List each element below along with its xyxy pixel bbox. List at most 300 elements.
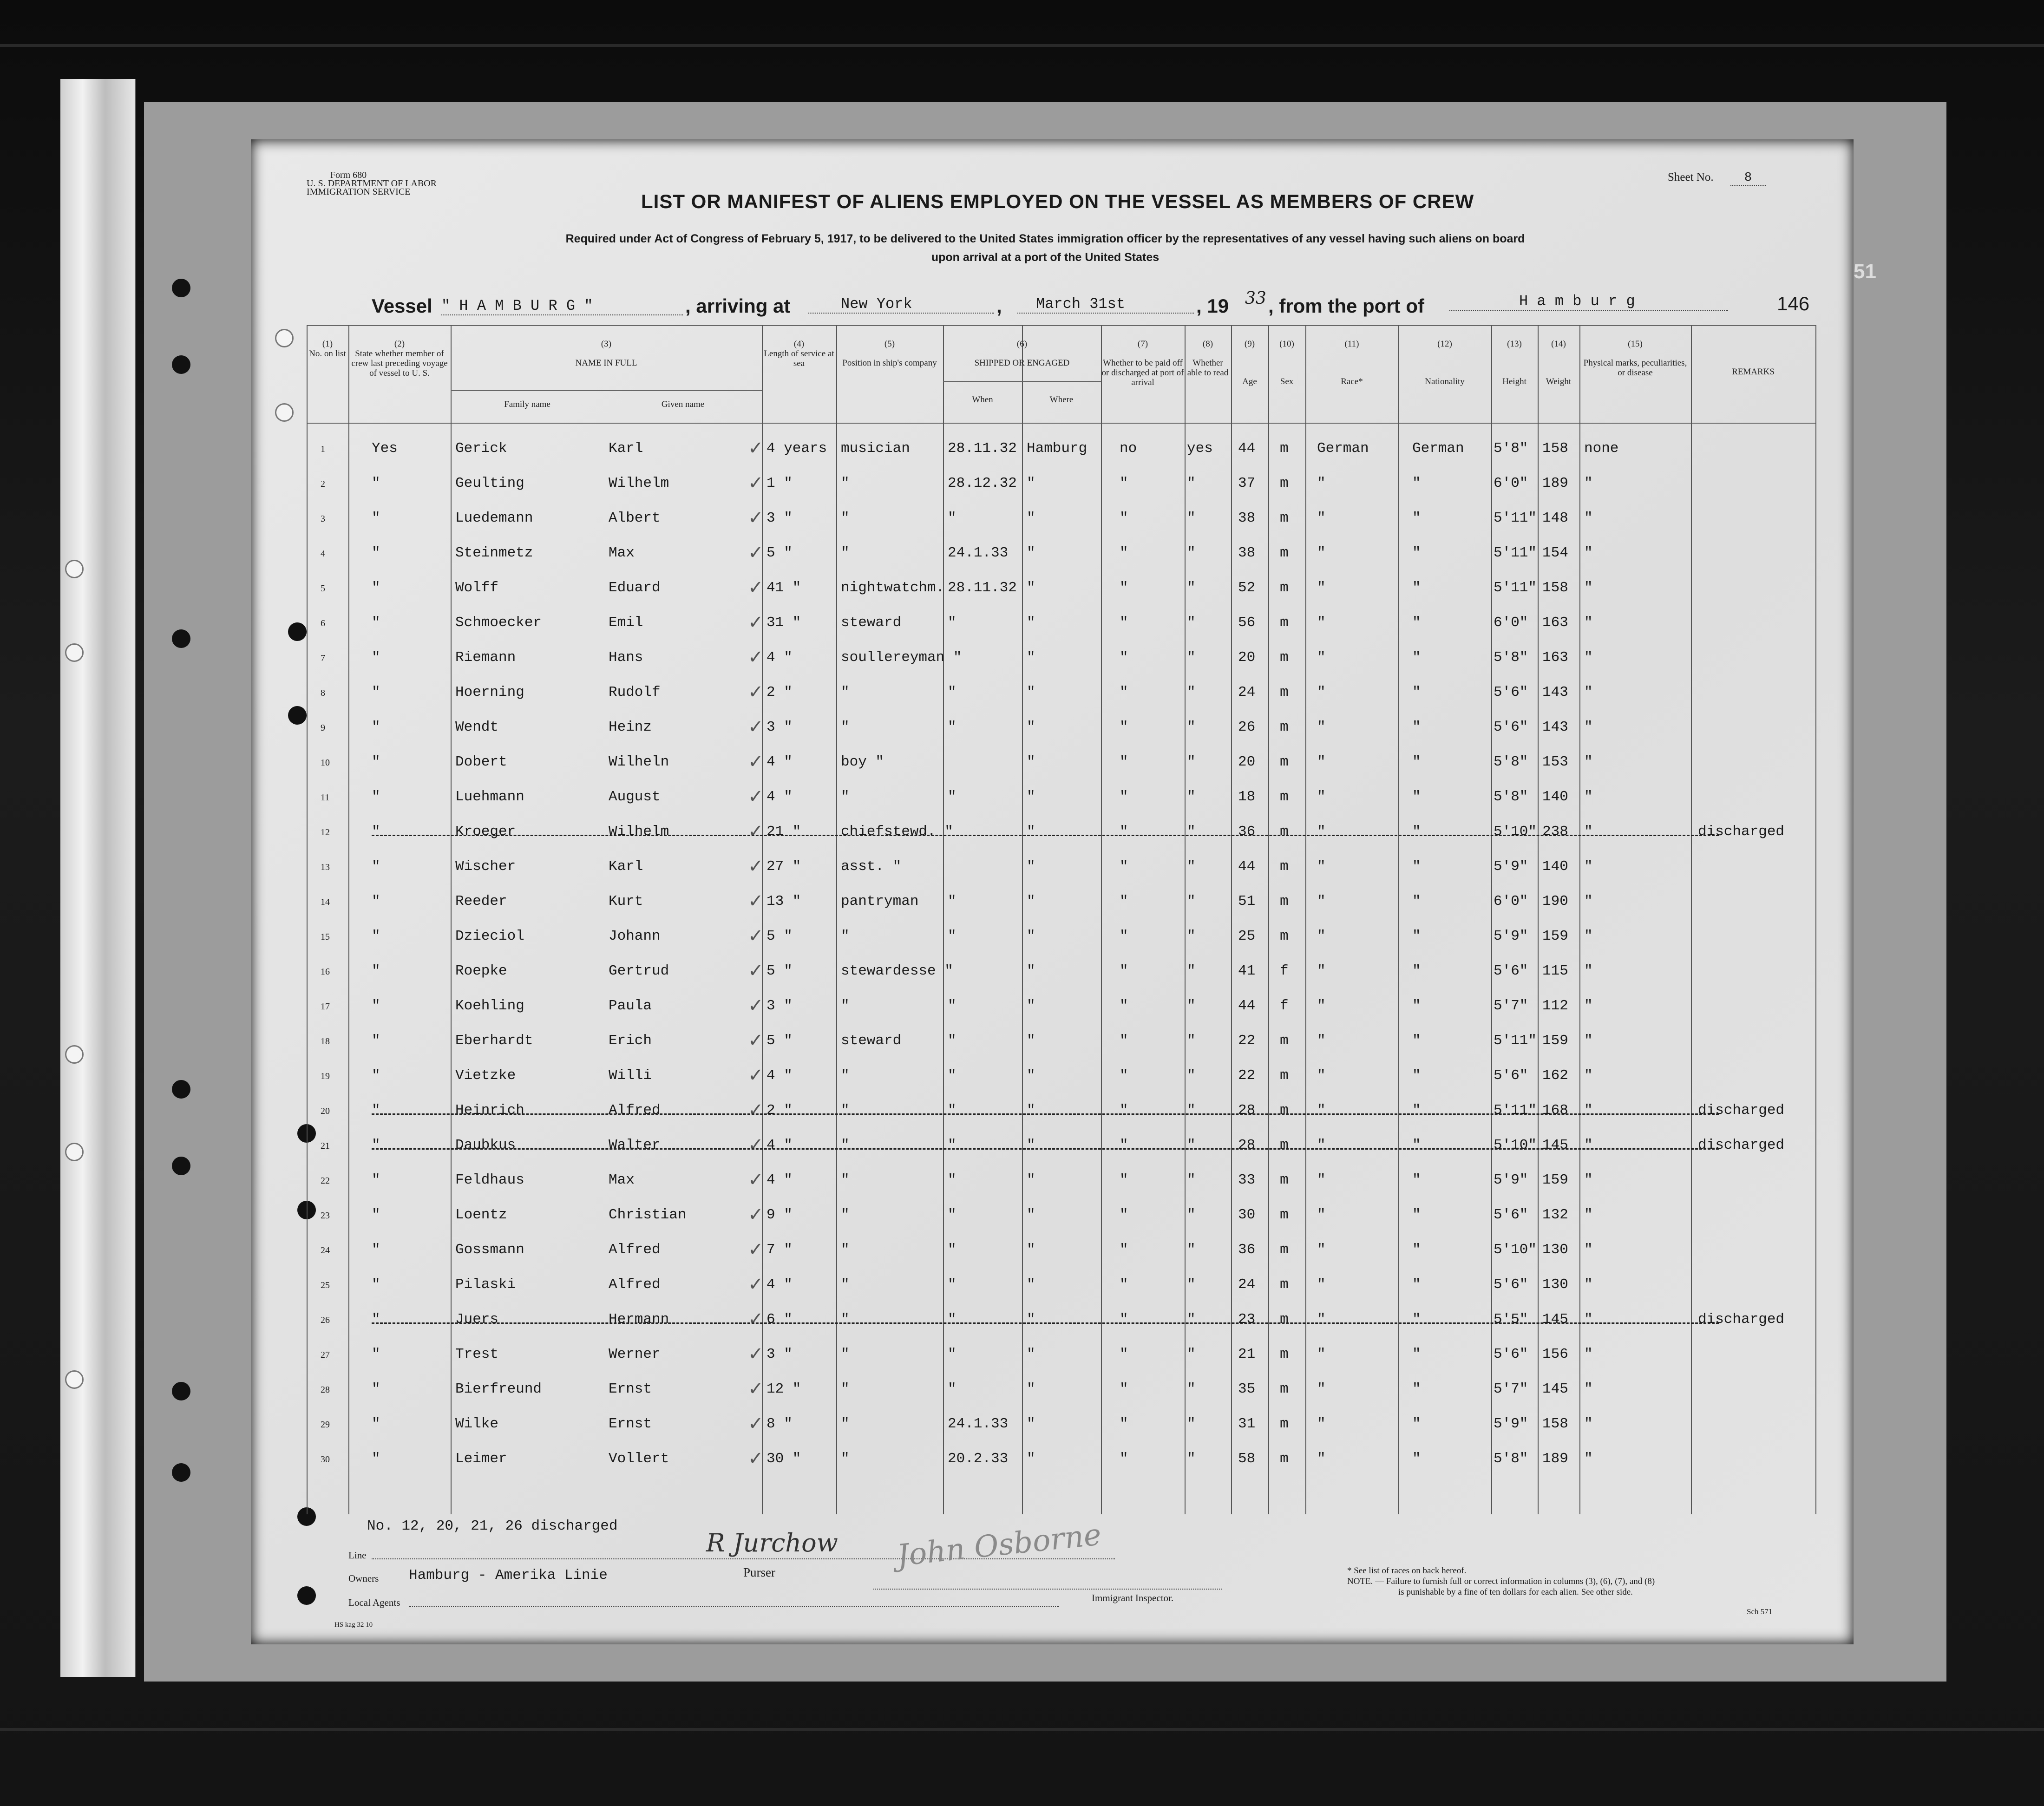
cell-service: 2 " (766, 1102, 793, 1119)
cell-when: " (948, 1242, 956, 1258)
cell-remarks: discharged (1698, 1137, 1785, 1153)
cell-nat: " (1412, 1067, 1421, 1084)
cell-marks: " (1584, 754, 1593, 770)
binder-ring (65, 1045, 84, 1064)
cell-no: 2 (321, 479, 325, 489)
cell-paid: " (1120, 545, 1128, 561)
cell-height: 5'6" (1494, 684, 1528, 700)
cell-service: 4 " (766, 789, 793, 805)
cell-position: " (841, 1311, 850, 1328)
binder-ring (65, 560, 84, 578)
cell-height: 5'8" (1494, 649, 1528, 666)
check-mark-icon: ✓ (748, 821, 764, 842)
cell-service: 8 " (766, 1416, 793, 1432)
cell-no: 17 (321, 1001, 330, 1012)
cell-service: 12 " (766, 1381, 801, 1397)
cell-when: " (948, 1033, 956, 1049)
table-row (307, 711, 1816, 746)
col-num: (12) (1437, 339, 1452, 349)
col-num: (9) (1244, 339, 1255, 349)
cell-given: August (609, 789, 661, 805)
cell-race: " (1317, 1416, 1326, 1432)
film-edge-bottom (0, 1728, 2044, 1731)
inspector-signature: John Osborne (895, 1518, 1103, 1573)
cell-race: " (1317, 615, 1326, 631)
cell-paid: " (1120, 1033, 1128, 1049)
cell-weight: 163 (1542, 649, 1568, 666)
cell-nat: " (1412, 719, 1421, 735)
cell-paid: " (1120, 510, 1128, 526)
cell-age: 33 (1238, 1172, 1256, 1188)
cell-paid: " (1120, 1416, 1128, 1432)
table-row (307, 432, 1816, 467)
strikethrough-line (372, 835, 1719, 836)
cell-age: 22 (1238, 1033, 1256, 1049)
cell-marks: none (1584, 440, 1619, 457)
cell-no: 25 (321, 1280, 330, 1290)
cell-nat: " (1412, 858, 1421, 875)
col-num: (14) (1551, 339, 1566, 349)
cell-height: 6'0" (1494, 475, 1528, 491)
cell-service: 31 " (766, 615, 801, 631)
cell-race: " (1317, 754, 1326, 770)
cell-sex: m (1280, 1276, 1289, 1293)
cell-position: " (841, 510, 850, 526)
cell-service: 3 " (766, 719, 793, 735)
check-mark-icon: ✓ (748, 1378, 764, 1400)
cell-read: " (1187, 1242, 1196, 1258)
cell-age: 28 (1238, 1137, 1256, 1153)
col-label: Position in ship's company (842, 358, 937, 368)
cell-read: " (1187, 858, 1196, 875)
cell-prev: " (372, 893, 380, 910)
table-row (307, 502, 1816, 537)
cell-height: 5'11" (1494, 510, 1537, 526)
cell-position: boy " (841, 754, 884, 770)
cell-position: " (841, 1137, 850, 1153)
cell-race: " (1317, 1067, 1326, 1084)
cell-sex: m (1280, 1381, 1289, 1397)
cell-sex: m (1280, 1033, 1289, 1049)
cell-age: 44 (1238, 440, 1256, 457)
cell-read: " (1187, 824, 1196, 840)
cell-service: 27 " (766, 858, 801, 875)
col-label: Race* (1341, 377, 1363, 386)
cell-when: 28.11.32 (948, 580, 1017, 596)
cell-marks: " (1584, 1346, 1593, 1362)
cell-family: Wischer (455, 858, 516, 875)
cell-given: Max (609, 1172, 635, 1188)
check-mark-icon: ✓ (748, 542, 764, 563)
table-row (307, 1094, 1816, 1129)
cell-sex: m (1280, 545, 1289, 561)
check-mark-icon: ✓ (748, 1134, 764, 1156)
line-label: Line (348, 1550, 367, 1561)
cell-nat: " (1412, 1346, 1421, 1362)
col-num: (10) (1279, 339, 1294, 349)
cell-where: " (1027, 649, 1035, 666)
cell-weight: 159 (1542, 928, 1568, 944)
cell-when: " (948, 615, 956, 631)
cell-race: " (1317, 789, 1326, 805)
shipped-subheader-rule (943, 381, 1101, 382)
cell-read: " (1187, 754, 1196, 770)
form-number: Form 680 (330, 170, 367, 180)
cell-when: 28.11.32 (948, 440, 1017, 457)
cell-prev: " (372, 1067, 380, 1084)
cell-when: 24.1.33 (948, 545, 1009, 561)
cell-marks: " (1584, 824, 1593, 840)
cell-no: 11 (321, 792, 330, 803)
cell-family: Luehmann (455, 789, 524, 805)
cell-family: Koehling (455, 998, 524, 1014)
print-code: HS kag 32 10 (334, 1621, 373, 1629)
cell-age: 30 (1238, 1207, 1256, 1223)
cell-marks: " (1584, 719, 1593, 735)
cell-weight: 168 (1542, 1102, 1568, 1119)
cell-paid: " (1120, 1381, 1128, 1397)
cell-read: " (1187, 928, 1196, 944)
owners-label: Owners (348, 1573, 379, 1584)
cell-nat: " (1412, 1416, 1421, 1432)
cell-race: German (1317, 440, 1369, 457)
check-mark-icon: ✓ (748, 1099, 764, 1121)
cell-service: 21 " (766, 824, 801, 840)
cell-when: " (948, 928, 956, 944)
cell-given: Eduard (609, 580, 661, 596)
cell-given: Wilheln (609, 754, 669, 770)
cell-given: Christian (609, 1207, 687, 1223)
cell-paid: " (1120, 1276, 1128, 1293)
races-note: * See list of races on back hereof. (1347, 1566, 1467, 1576)
cell-paid: " (1120, 1137, 1128, 1153)
cell-given: Alfred (609, 1242, 661, 1258)
cell-sex: m (1280, 824, 1289, 840)
cell-nat: " (1412, 1276, 1421, 1293)
sheet-hole (275, 403, 294, 422)
cell-paid: " (1120, 824, 1128, 840)
cell-service: 4 " (766, 754, 793, 770)
schedule-number: Sch 571 (1747, 1607, 1773, 1616)
cell-family: Heinrich (455, 1102, 524, 1119)
table-row (307, 885, 1816, 920)
from-port-label: , from the port of (1268, 295, 1424, 317)
cell-where: " (1027, 1242, 1035, 1258)
cell-service: 4 " (766, 1067, 793, 1084)
cell-service: 13 " (766, 893, 801, 910)
cell-when: " (948, 1207, 956, 1223)
cell-when: " (948, 1102, 956, 1119)
cell-remarks: discharged (1698, 1102, 1785, 1119)
cell-given: Rudolf (609, 684, 661, 700)
check-mark-icon: ✓ (748, 507, 764, 529)
cell-prev: " (372, 1102, 380, 1119)
cell-age: 21 (1238, 1346, 1256, 1362)
cell-where: " (1027, 1381, 1035, 1397)
cell-paid: " (1120, 1067, 1128, 1084)
col-label: Age (1242, 377, 1257, 386)
cell-weight: 145 (1542, 1381, 1568, 1397)
cell-weight: 189 (1542, 475, 1568, 491)
cell-where: " (1027, 963, 1035, 979)
cell-where: " (1027, 684, 1035, 700)
cell-read: " (1187, 1067, 1196, 1084)
cell-prev: " (372, 824, 380, 840)
year-suffix: 33 (1245, 289, 1266, 308)
cell-paid: " (1120, 649, 1128, 666)
cell-sex: f (1280, 998, 1289, 1014)
cell-where: " (1027, 928, 1035, 944)
col-label: Height (1502, 377, 1526, 386)
cell-where: " (1027, 1207, 1035, 1223)
col-header-given-name: Given name (661, 399, 705, 409)
cell-family: Trest (455, 1346, 499, 1362)
cell-prev: " (372, 475, 380, 491)
cell-no: 8 (321, 688, 325, 698)
cell-sex: m (1280, 615, 1289, 631)
cell-prev: " (372, 754, 380, 770)
cell-given: Alfred (609, 1276, 661, 1293)
cell-when: 28.12.32 (948, 475, 1017, 491)
cell-prev: " (372, 1033, 380, 1049)
cell-position: soullereyman " (841, 649, 962, 666)
cell-given: Gertrud (609, 963, 669, 979)
cell-height: 5'6" (1494, 963, 1528, 979)
cell-height: 5'5" (1494, 1311, 1528, 1328)
cell-read: " (1187, 684, 1196, 700)
strikethrough-line (372, 1322, 1719, 1324)
cell-paid: " (1120, 684, 1128, 700)
check-mark-icon: ✓ (748, 1030, 764, 1051)
cell-weight: 238 (1542, 824, 1568, 840)
cell-height: 5'9" (1494, 858, 1528, 875)
cell-no: 22 (321, 1176, 330, 1186)
cell-race: " (1317, 1207, 1326, 1223)
cell-weight: 153 (1542, 754, 1568, 770)
cell-when: 20.2.33 (948, 1451, 1009, 1467)
cell-marks: " (1584, 1381, 1593, 1397)
cell-family: Leimer (455, 1451, 507, 1467)
cell-given: Hermann (609, 1311, 669, 1328)
check-mark-icon: ✓ (748, 1169, 764, 1191)
check-mark-icon: ✓ (748, 1309, 764, 1330)
col-header-read (1185, 339, 1231, 378)
cell-paid: " (1120, 580, 1128, 596)
cell-where: " (1027, 1311, 1035, 1328)
cell-weight: 112 (1542, 998, 1568, 1014)
cell-marks: " (1584, 928, 1593, 944)
footnote-block (1347, 1565, 1655, 1597)
cell-where: " (1027, 789, 1035, 805)
col-num: (5) (884, 339, 895, 349)
col-num: (13) (1507, 339, 1522, 349)
margin-number: 51 (1854, 260, 1876, 283)
table-row (307, 1129, 1816, 1164)
cell-weight: 190 (1542, 893, 1568, 910)
cell-no: 27 (321, 1350, 330, 1360)
cell-height: 5'6" (1494, 1276, 1528, 1293)
year-prefix: , 19 (1196, 295, 1229, 317)
cell-no: 23 (321, 1211, 330, 1221)
cell-height: 6'0" (1494, 615, 1528, 631)
cell-position: " (841, 1451, 850, 1467)
cell-read: " (1187, 1276, 1196, 1293)
cell-no: 3 (321, 514, 325, 524)
check-mark-icon: ✓ (748, 1448, 764, 1469)
cell-age: 58 (1238, 1451, 1256, 1467)
cell-paid: " (1120, 789, 1128, 805)
cell-prev: " (372, 510, 380, 526)
cell-sex: m (1280, 1416, 1289, 1432)
cell-no: 30 (321, 1454, 330, 1465)
cell-nat: " (1412, 580, 1421, 596)
cell-sex: m (1280, 475, 1289, 491)
cell-remarks: discharged (1698, 1311, 1785, 1328)
cell-height: 5'6" (1494, 1207, 1528, 1223)
col-label: SHIPPED OR ENGAGED (974, 358, 1070, 368)
cell-age: 41 (1238, 963, 1256, 979)
cell-given: Willi (609, 1067, 652, 1084)
cell-paid: " (1120, 1311, 1128, 1328)
cell-race: " (1317, 510, 1326, 526)
cell-race: " (1317, 475, 1326, 491)
cell-service: 6 " (766, 1311, 793, 1328)
cell-read: " (1187, 475, 1196, 491)
cell-no: 18 (321, 1036, 330, 1047)
note-line-1: — Failure to furnish full or correct information in columns (3), (6), (7), and (8) (1375, 1577, 1655, 1586)
cell-weight: 156 (1542, 1346, 1568, 1362)
cell-sex: m (1280, 858, 1289, 875)
cell-sex: m (1280, 789, 1289, 805)
cell-where: " (1027, 1067, 1035, 1084)
cell-service: 4 " (766, 1137, 793, 1153)
cell-service: 5 " (766, 1033, 793, 1049)
check-mark-icon: ✓ (748, 856, 764, 877)
cell-position: " (841, 1346, 850, 1362)
table-row (307, 571, 1816, 606)
cell-race: " (1317, 963, 1326, 979)
cell-read: " (1187, 1137, 1196, 1153)
cell-position: " (841, 1172, 850, 1188)
cell-marks: " (1584, 1242, 1593, 1258)
check-mark-icon: ✓ (748, 612, 764, 633)
cell-position: " (841, 1067, 850, 1084)
cell-given: Vollert (609, 1451, 669, 1467)
cell-given: Erich (609, 1033, 652, 1049)
cell-family: Loentz (455, 1207, 507, 1223)
cell-no: 29 (321, 1420, 330, 1430)
col-label: No. on list (309, 349, 346, 359)
table-row (307, 676, 1816, 711)
cell-height: 5'10" (1494, 1137, 1537, 1153)
cell-sex: m (1280, 1311, 1289, 1328)
cell-family: Pilaski (455, 1276, 516, 1293)
cell-height: 5'9" (1494, 928, 1528, 944)
cell-family: Geulting (455, 475, 524, 491)
punch-hole (172, 1080, 190, 1099)
cell-no: 5 (321, 583, 325, 594)
cell-paid: " (1120, 893, 1128, 910)
cell-position: " (841, 719, 850, 735)
cell-given: Wilhelm (609, 824, 669, 840)
cell-weight: 158 (1542, 1416, 1568, 1432)
arrival-date: March 31st (1017, 295, 1194, 314)
cell-when: " (948, 684, 956, 700)
cell-when: 24.1.33 (948, 1416, 1009, 1432)
cell-nat: German (1412, 440, 1464, 457)
cell-nat: " (1412, 963, 1421, 979)
cell-prev: " (372, 1416, 380, 1432)
cell-when: " (948, 1172, 956, 1188)
cell-where: " (1027, 893, 1035, 910)
cell-service: 4 years (766, 440, 827, 457)
cell-age: 38 (1238, 510, 1256, 526)
cell-race: " (1317, 1451, 1326, 1467)
check-mark-icon: ✓ (748, 890, 764, 912)
cell-race: " (1317, 928, 1326, 944)
cell-prev: " (372, 1276, 380, 1293)
cell-age: 37 (1238, 475, 1256, 491)
col-header-no (307, 339, 348, 359)
cell-nat: " (1412, 824, 1421, 840)
cell-height: 5'6" (1494, 1067, 1528, 1084)
cell-given: Paula (609, 998, 652, 1014)
cell-prev: " (372, 1137, 380, 1153)
cell-age: 51 (1238, 893, 1256, 910)
check-mark-icon: ✓ (748, 1274, 764, 1295)
cell-age: 24 (1238, 1276, 1256, 1293)
cell-where: Hamburg (1027, 440, 1088, 457)
col-label: NAME IN FULL (575, 358, 637, 368)
cell-no: 28 (321, 1385, 330, 1395)
cell-read: " (1187, 545, 1196, 561)
cell-position: " (841, 475, 850, 491)
cell-where: " (1027, 1416, 1035, 1432)
cell-service: 41 " (766, 580, 801, 596)
cell-race: " (1317, 1172, 1326, 1188)
cell-no: 26 (321, 1315, 330, 1325)
cell-age: 23 (1238, 1311, 1256, 1328)
discharged-note: No. 12, 20, 21, 26 discharged (367, 1518, 618, 1534)
cell-prev: " (372, 928, 380, 944)
cell-sex: m (1280, 1102, 1289, 1119)
cell-marks: " (1584, 893, 1593, 910)
cell-paid: " (1120, 1451, 1128, 1467)
cell-position: chiefstewd. " (841, 824, 953, 840)
table-row (307, 606, 1816, 641)
cell-weight: 158 (1542, 580, 1568, 596)
cell-age: 36 (1238, 1242, 1256, 1258)
cell-no: 1 (321, 444, 325, 454)
binder-ring (65, 1143, 84, 1161)
cell-when: " (948, 719, 956, 735)
cell-sex: m (1280, 580, 1289, 596)
cell-position: " (841, 1276, 850, 1293)
cell-read: " (1187, 963, 1196, 979)
cell-race: " (1317, 1102, 1326, 1119)
table-row (307, 1198, 1816, 1233)
col-num: (7) (1137, 339, 1148, 349)
cell-nat: " (1412, 1451, 1421, 1467)
cell-position: " (841, 998, 850, 1014)
col-header-nationality (1398, 339, 1491, 386)
cell-no: 6 (321, 618, 325, 628)
cell-position: " (841, 928, 850, 944)
cell-nat: " (1412, 510, 1421, 526)
cell-paid: " (1120, 1242, 1128, 1258)
cell-family: Daubkus (455, 1137, 516, 1153)
cell-weight: 143 (1542, 684, 1568, 700)
